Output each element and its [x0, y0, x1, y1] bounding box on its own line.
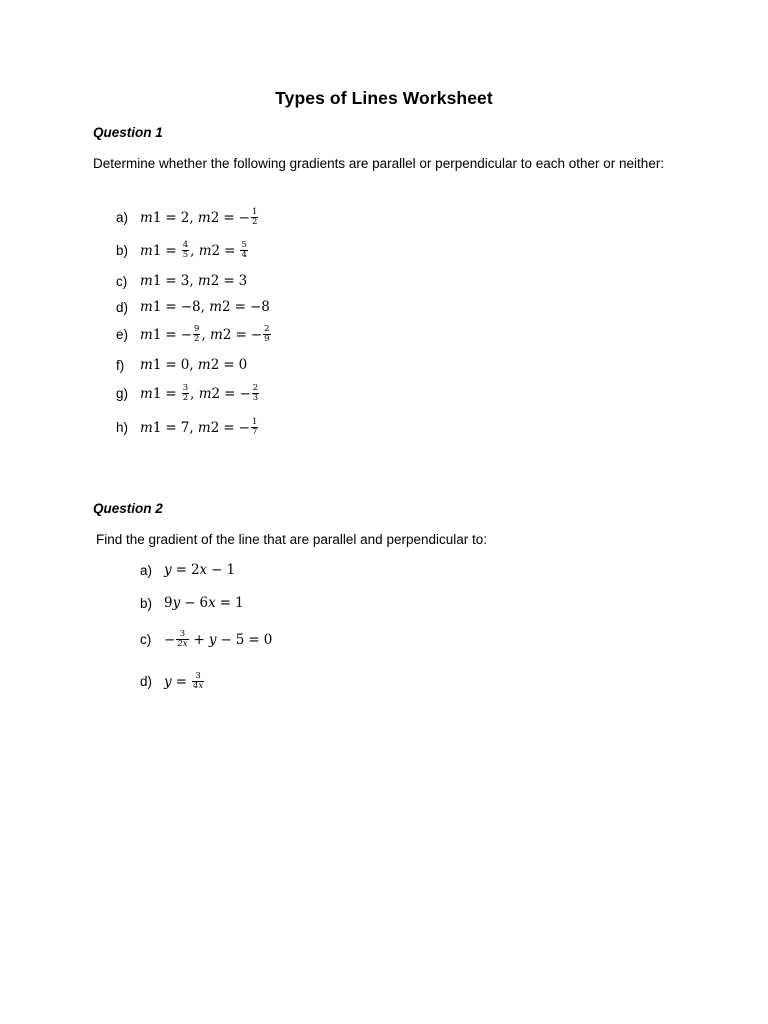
- item-label: b): [140, 595, 153, 611]
- m2-fraction: $\frac{1}{2}$: [251, 207, 258, 227]
- q2-item-b: [140, 595, 244, 611]
- math-expression: m 1 = − $\frac{9}{2}$ , m 2 = − $\frac{2}{9}$: [140, 324, 270, 344]
- q1-item-a: [116, 208, 259, 227]
- m2-fraction: $\frac{2}{3}$: [252, 383, 259, 403]
- sign: −: [238, 209, 250, 226]
- q1-item-c: [116, 273, 247, 289]
- math-expression: − $\frac{3}{2x}$ + y − 5 = 0: [164, 629, 273, 649]
- item-label: a): [140, 562, 153, 578]
- m1-fraction: $\frac{4}{5}$: [182, 240, 189, 260]
- math-expression: m 1 = 7 , m 2 = − $\frac{1}{7}$: [140, 417, 258, 437]
- item-label: e): [116, 327, 129, 342]
- q2-item-c: [140, 630, 272, 649]
- item-label: a): [116, 210, 129, 225]
- q1-item-g: [116, 384, 260, 403]
- math-expression: y = 2 x − 1: [164, 562, 236, 578]
- q2-item-a: [140, 562, 235, 578]
- m2-fraction: $\frac{2}{9}$: [264, 324, 270, 344]
- math-expression: m 1 = $\frac{3}{2}$ , m 2 = − $\frac{2}{3}$: [140, 383, 259, 403]
- m1-fraction: $\frac{9}{2}$: [194, 324, 200, 344]
- item-label: g): [116, 386, 129, 401]
- question-2-heading: Question 2: [93, 501, 163, 516]
- q2-item-d: [140, 672, 205, 691]
- question-1-heading: Question 1: [93, 125, 163, 140]
- math-expression: m 1 = 3 , m 2 = 3: [140, 273, 248, 289]
- q1-item-e: [116, 325, 272, 344]
- m1-fraction: $\frac{3}{2}$: [182, 383, 189, 403]
- math-expression: y = $\frac{3}{4x}$: [164, 671, 204, 691]
- math-expression: m 1 = $\frac{4}{5}$ , m 2 = $\frac{5}{4}$: [140, 240, 247, 260]
- question-1-instruction: Determine whether the following gradients are parallel or perpendicular to each other or neither:: [93, 156, 665, 171]
- q1-item-f: [116, 357, 247, 373]
- math-expression: m 1 = −8 , m 2 = −8: [140, 299, 270, 315]
- item-label: h): [116, 420, 129, 435]
- math-expression: 9 y − 6 x = 1: [164, 595, 244, 611]
- math-expression: m 1 = 0 , m 2 = 0: [140, 357, 248, 373]
- math-expression: m 1 = 2 , m 2 = − $\frac{1}{2}$: [140, 207, 258, 227]
- m2-fraction: $\frac{1}{7}$: [251, 417, 258, 437]
- item-label: d): [116, 299, 129, 315]
- q1-item-h: [116, 418, 259, 437]
- item-label: c): [140, 632, 152, 647]
- item-label: d): [140, 674, 153, 689]
- q1-item-d: [116, 299, 270, 315]
- fraction: $\frac{3}{2x}$: [177, 629, 188, 649]
- item-label: c): [116, 273, 128, 289]
- q1-item-b: [116, 241, 249, 260]
- item-label: b): [116, 243, 129, 258]
- fraction: $\frac{3}{4x}$: [192, 671, 204, 691]
- m1-value: 2: [180, 209, 190, 226]
- item-label: f): [116, 357, 125, 373]
- question-2-instruction: Find the gradient of the line that are parallel and perpendicular to:: [96, 532, 488, 547]
- page-title: Types of Lines Worksheet: [275, 88, 493, 108]
- m2-fraction: $\frac{5}{4}$: [241, 240, 247, 260]
